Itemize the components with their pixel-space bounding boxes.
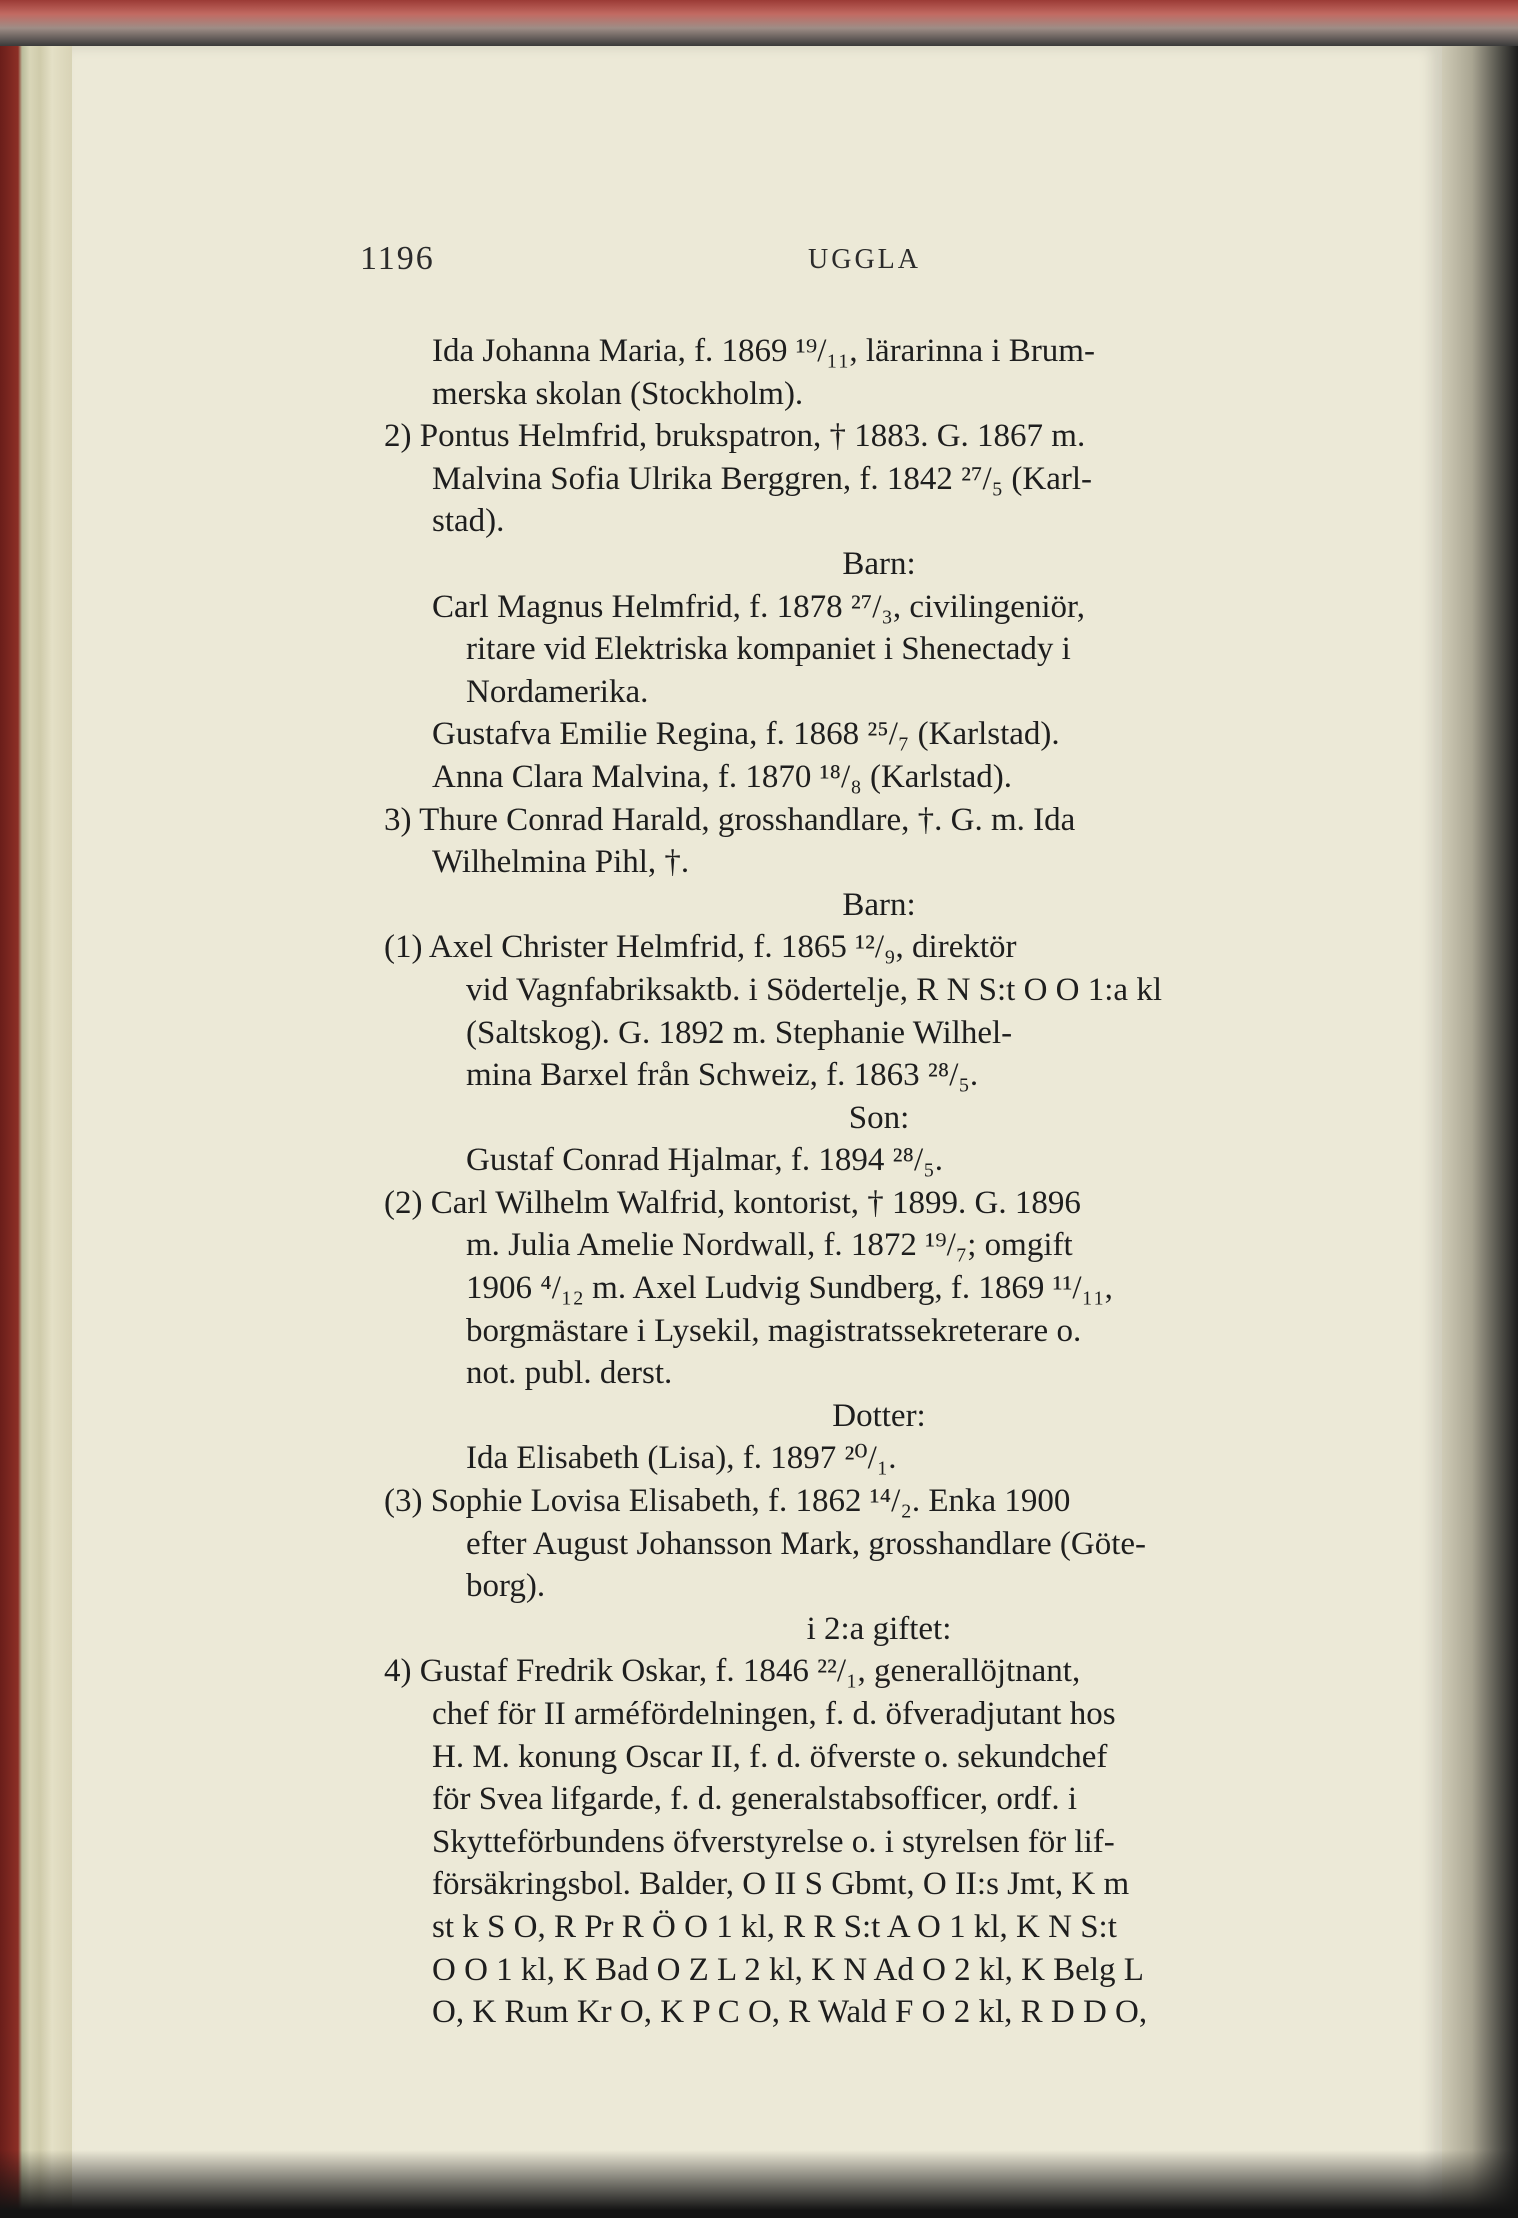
text-line: chef för II arméfördelningen, f. d. öfveradjutant hos xyxy=(432,1696,1116,1732)
text-line: Gustaf Conrad Hjalmar, f. 1894 ²⁸/₅. xyxy=(466,1142,943,1179)
text-line: i 2:a giftet: xyxy=(806,1610,952,1647)
text-line: borg). xyxy=(466,1568,546,1605)
text-line: mina Barxel från Schweiz, f. 1863 ²⁸/₅. xyxy=(466,1057,979,1094)
text-line: not. publ. derst. xyxy=(466,1355,673,1392)
text-line: H. M. konung Oscar II, f. d. öfverste o. sekundchef xyxy=(432,1738,1108,1775)
text-line: Skytteförbundens öfverstyrelse o. i styrelsen för lif- xyxy=(432,1823,1115,1860)
text-line: Nordamerika. xyxy=(466,673,649,710)
text-line: försäkringsbol. Balder, O II S Gbmt, O II:s Jmt, K m xyxy=(432,1866,1130,1903)
text-line: Barn: xyxy=(842,545,916,582)
text-line: Gustafva Emilie Regina, f. 1868 ²⁵/₇ (Karlstad). xyxy=(432,716,1060,753)
page-number: 1196 xyxy=(360,240,435,277)
running-head: UGGLA xyxy=(808,244,921,275)
bottom-shadow xyxy=(0,2150,1518,2218)
text-line: Anna Clara Malvina, f. 1870 ¹⁸/₈ (Karlstad). xyxy=(432,758,1012,795)
text-line: 3) Thure Conrad Harald, grosshandlare, †. G. m. Ida xyxy=(384,801,1076,838)
text-line: st k S O, R Pr R Ö O 1 kl, R R S:t A O 1 kl, K N S:t xyxy=(432,1908,1117,1945)
text-line: Ida Elisabeth (Lisa), f. 1897 ²⁰/₁. xyxy=(466,1440,897,1477)
text-line: m. Julia Amelie Nordwall, f. 1872 ¹⁹/₇; omgift xyxy=(466,1227,1073,1264)
text-line: (3) Sophie Lovisa Elisabeth, f. 1862 ¹⁴/₂. Enka 1900 xyxy=(384,1483,1071,1520)
text-line: Carl Magnus Helmfrid, f. 1878 ²⁷/₃, civilingeniör, xyxy=(432,588,1085,625)
text-line: O O 1 kl, K Bad O Z L 2 kl, K N Ad O 2 kl, K Belg L xyxy=(432,1951,1144,1988)
text-line: O, K Rum Kr O, K P C O, R Wald F O 2 kl, R D D O, xyxy=(432,1994,1148,2031)
text-line: merska skolan (Stockholm). xyxy=(432,375,804,412)
text-line: Dotter: xyxy=(832,1397,926,1434)
page-header xyxy=(360,240,1380,290)
text-line: stad). xyxy=(432,503,505,540)
text-line: Barn: xyxy=(842,886,916,923)
text-line: (Saltskog). G. 1892 m. Stephanie Wilhel- xyxy=(466,1014,1013,1051)
body-text xyxy=(384,330,1374,2034)
text-line: efter August Johansson Mark, grosshandlare (Göte- xyxy=(466,1525,1147,1562)
text-line: Malvina Sofia Ulrika Berggren, f. 1842 ²⁷/₅ (Karl- xyxy=(432,460,1093,497)
text-line: vid Vagnfabriksaktb. i Södertelje, R N S:t O O 1:a kl xyxy=(466,971,1162,1008)
text-line: 4) Gustaf Fredrik Oskar, f. 1846 ²²/₁, generallöjtnant, xyxy=(384,1653,1081,1690)
text-line: Son: xyxy=(848,1099,910,1136)
book-spine-edge xyxy=(0,0,72,2218)
top-page-edge xyxy=(0,0,1518,46)
text-line: för Svea lifgarde, f. d. generalstabsofficer, ordf. i xyxy=(432,1781,1077,1818)
text-line: 2) Pontus Helmfrid, brukspatron, † 1883. G. 1867 m. xyxy=(384,418,1086,455)
text-line: (1) Axel Christer Helmfrid, f. 1865 ¹²/₉, direktör xyxy=(384,929,1017,966)
text-line: borgmästare i Lysekil, magistratssekreterare o. xyxy=(466,1312,1082,1349)
text-line: Ida Johanna Maria, f. 1869 ¹⁹/₁₁, lärarinna i Brum- xyxy=(432,333,1095,369)
text-line: (2) Carl Wilhelm Walfrid, kontorist, † 1899. G. 1896 xyxy=(384,1184,1081,1221)
right-page-edge xyxy=(1442,46,1518,2218)
text-line: Wilhelmina Pihl, †. xyxy=(432,844,690,881)
text-line: 1906 ⁴/₁₂ m. Axel Ludvig Sundberg, f. 1869 ¹¹/₁₁, xyxy=(466,1270,1113,1307)
text-line: ritare vid Elektriska kompaniet i Shenectady i xyxy=(466,631,1071,668)
